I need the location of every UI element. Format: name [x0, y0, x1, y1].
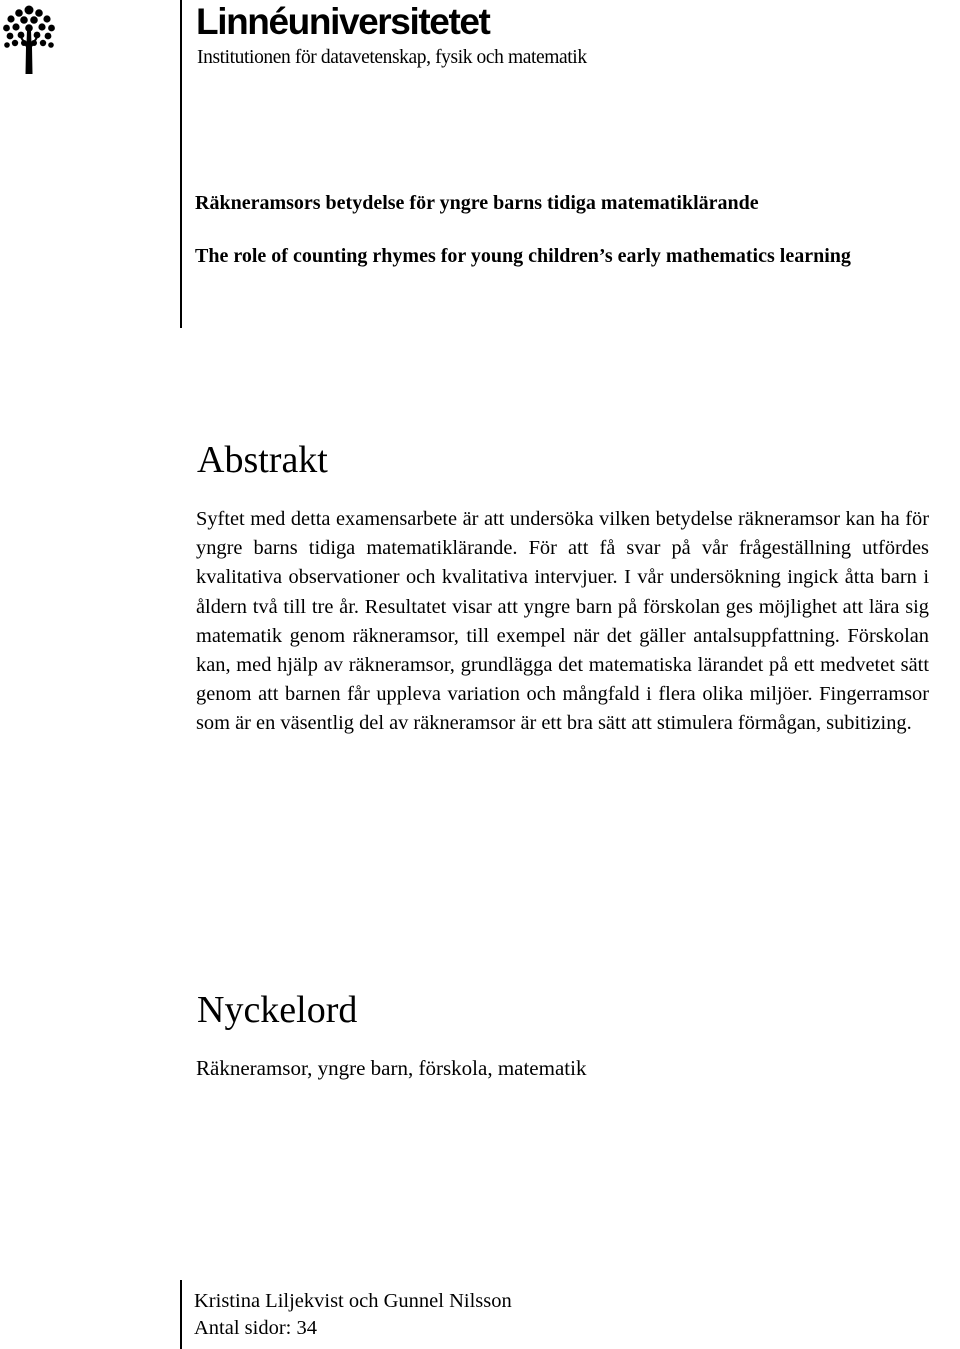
page-count: Antal sidor: 34 — [194, 1317, 317, 1339]
thesis-title-english: The role of counting rhymes for young children’s early mathematics learning — [195, 245, 851, 267]
header-divider — [180, 0, 182, 328]
abstract-heading: Abstrakt — [197, 439, 328, 481]
keywords-heading: Nyckelord — [197, 989, 358, 1031]
university-name: Linnéuniversitetet — [196, 1, 490, 42]
authors: Kristina Liljekvist och Gunnel Nilsson — [194, 1290, 512, 1312]
footer-divider — [180, 1280, 182, 1349]
abstract-body: Syftet med detta examensarbete är att undersöka vilken betydelse räkneramsor kan ha för yngre barns tidiga matematiklärande. För att få svar på vår frågeställning utfördes kvalitativa observationer och kvalitativa intervjuer. I vår undersökning ingick åtta barn i åldern två till tre år. Resultatet visar att yngre barn på förskolan ges möjlighet att lära sig matematik genom räkneramsor, till exempel när det gäller antalsuppfattning. Förskolan kan, med hjälp av räkneramsor, grundlägga det matematiska lärandet på ett medvetet sätt genom att barnen får uppleva variation och mångfald i flera olika miljöer. Fingerramsor som är en väsentlig del av räkneramsor är ett bra sätt att stimulera förmågan, subitizing. — [196, 508, 929, 735]
tree-logo-icon — [2, 4, 56, 76]
thesis-title-swedish: Räkneramsors betydelse för yngre barns tidiga matematiklärande — [195, 192, 759, 214]
department-name: Institutionen för datavetenskap, fysik och matematik — [197, 47, 587, 68]
keywords-list: Räkneramsor, yngre barn, förskola, matematik — [196, 1056, 587, 1080]
